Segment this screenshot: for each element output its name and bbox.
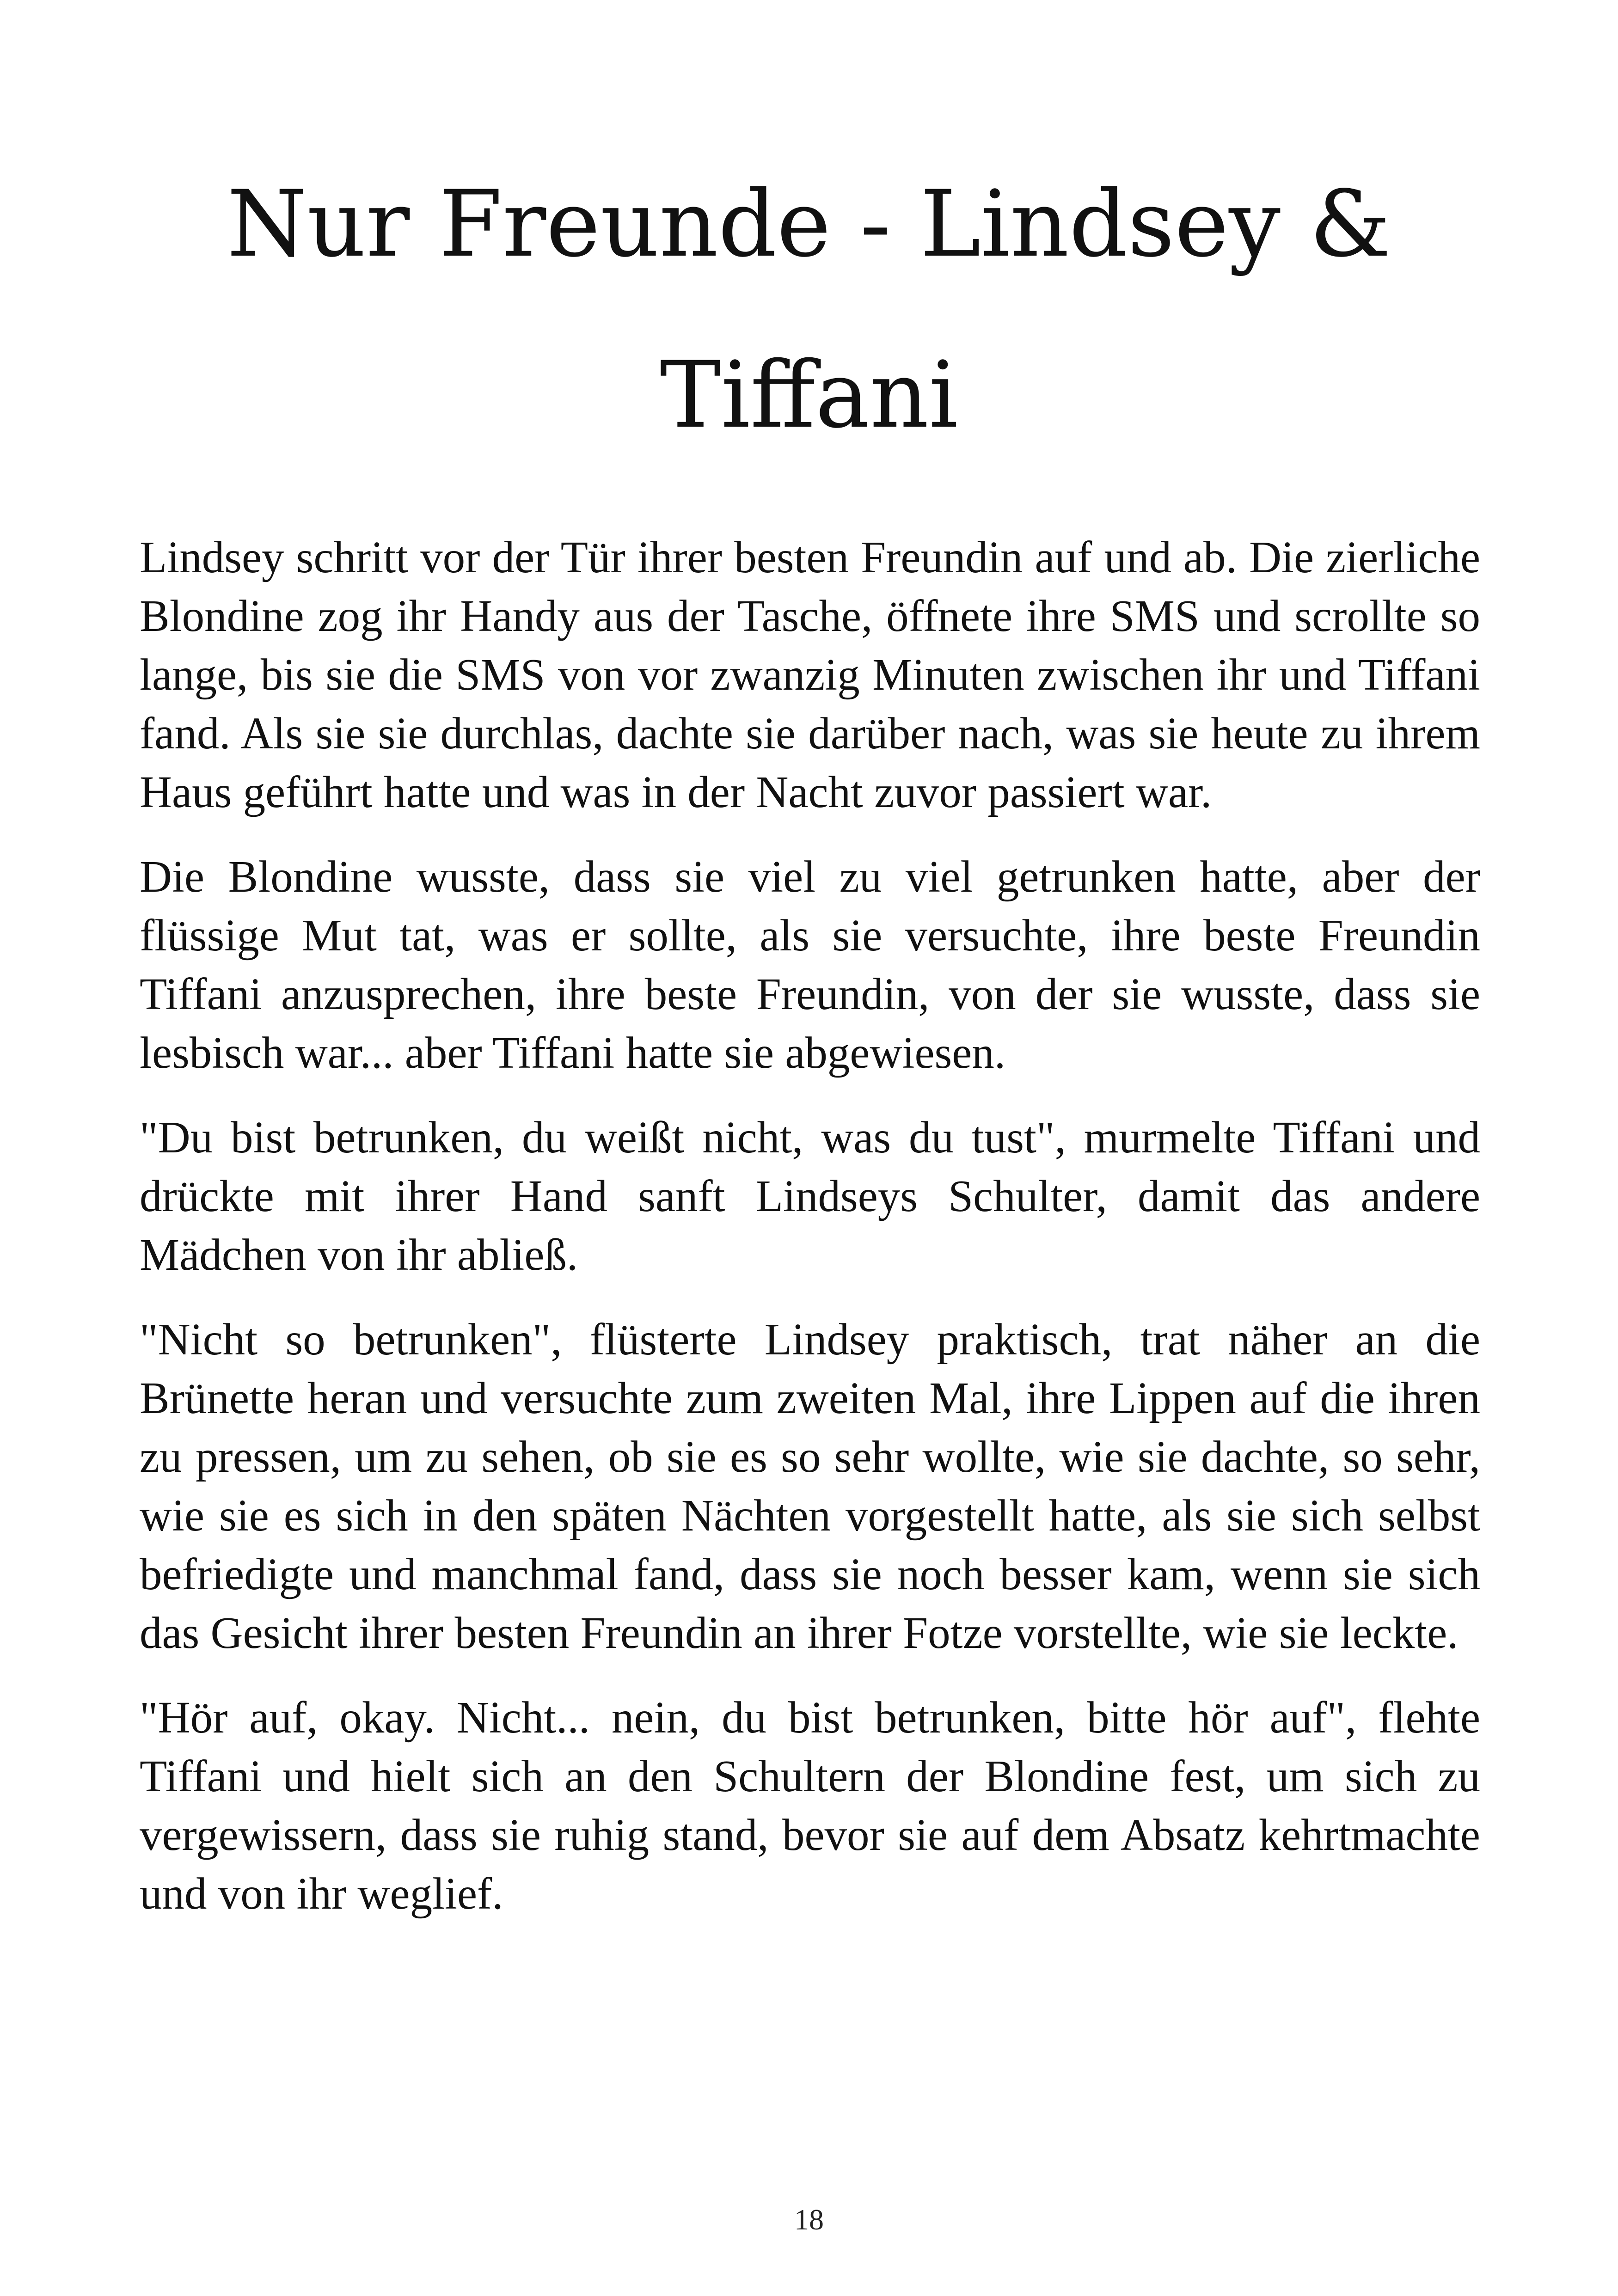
paragraph-4: "Nicht so betrunken", flüsterte Lindsey praktisch, trat näher an die Brünette heran und versuchte zum zweiten Mal, ihre Lippen auf die ihren zu pressen, um zu sehen, ob sie es so sehr wollte, wie sie dachte, so sehr, wie sie es sich in den späten Nächten vorgestellt hatte, als sie sich selbst befriedigte und manchmal fand, dass sie noch besser kam, wenn sie sich das Gesicht ihrer besten Freundin an ihrer Fotze vorstellte, wie sie leckte. [140,1315,1480,1658]
paragraph-2: Die Blondine wusste, dass sie viel zu viel getrunken hatte, aber der flüssige Mut tat, was er sollte, als sie versuchte, ihre beste Freundin Tiffani anzusprechen, ihre beste Freundin, von der sie wusste, dass sie lesbisch war... aber Tiffani hatte sie abgewiesen. [140,852,1480,1078]
paragraph-3: "Du bist betrunken, du weißt nicht, was du tust", murmelte Tiffani und drückte mit ihrer Hand sanft Lindseys Schulter, damit das andere Mädchen von ihr abließ. [140,1113,1480,1280]
paragraph-1: Lindsey schritt vor der Tür ihrer besten Freundin auf und ab. Die zierliche Blondine zog ihr Handy aus der Tasche, öffnete ihre SMS und scrollte so lange, bis sie die SMS von vor zwanzig Minuten zwischen ihr und Tiffani fand. Als sie sie durchlas, dachte sie darüber nach, was sie heute zu ihrem Haus geführt hatte und was in der Nacht zuvor passiert war. [140,533,1480,817]
paragraph-5: "Hör auf, okay. Nicht... nein, du bist betrunken, bitte hör auf", flehte Tiffani und hielt sich an den Schultern der Blondine fest, um sich zu vergewissern, dass sie ruhig stand, bevor sie auf dem Absatz kehrtmachte und von ihr weglief. [140,1693,1480,1918]
page-number: 18 [794,2203,824,2236]
chapter-title: Nur Freunde - Lindsey & Tiffani [227,171,1391,448]
body-text [140,528,1480,1949]
